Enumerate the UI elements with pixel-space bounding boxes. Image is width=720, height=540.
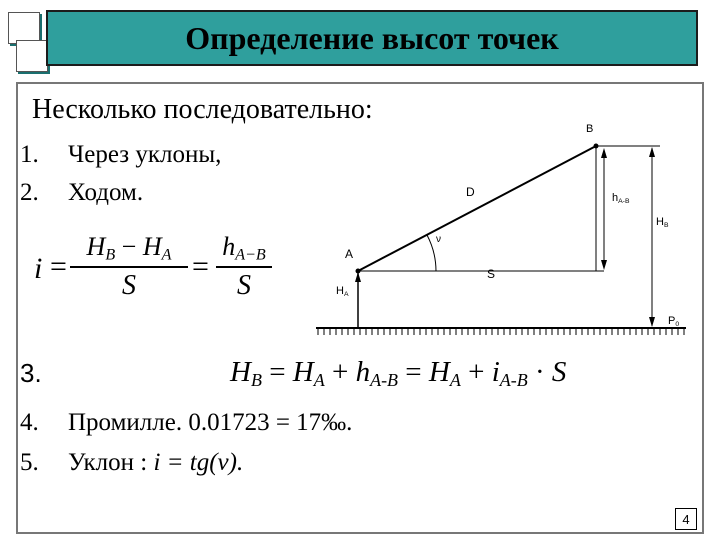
point-B bbox=[594, 144, 599, 149]
arrow-hAB-top bbox=[601, 148, 607, 158]
label-HB: $H_B$ bbox=[656, 216, 669, 229]
formula-numerator-1: $H_B - H_A$ bbox=[86, 232, 172, 264]
page-number: 4 bbox=[675, 508, 697, 530]
label-nu: ν bbox=[436, 234, 441, 245]
label-P0: $P_0$ bbox=[668, 315, 680, 328]
arrow-hAB-bottom bbox=[601, 260, 607, 270]
list-item-3-number: 3. bbox=[20, 358, 42, 388]
list-item-1-number: 1. bbox=[20, 141, 39, 168]
intro-text: Несколько последовательно: bbox=[32, 94, 373, 125]
list-item-4-number: 4. bbox=[20, 409, 39, 436]
height-formula: $H_B = H_A + h_{A-B} = H_A + i_{A-B} \cdot S$ bbox=[230, 356, 567, 391]
formula-denominator-1: S bbox=[122, 270, 136, 301]
angle-arc-nu bbox=[427, 235, 436, 271]
list-item-2-text: Ходом. bbox=[68, 179, 144, 206]
formula-numerator-2: $h_{A-B}$ bbox=[222, 232, 266, 264]
label-hAB: $h_{A-B}$ bbox=[612, 192, 630, 205]
label-HA: $H_A$ bbox=[336, 285, 349, 298]
formula-eq1: = bbox=[50, 250, 67, 283]
list-item-2-number: 2. bbox=[20, 179, 39, 206]
formula-eq2: = bbox=[192, 250, 209, 283]
label-D: D bbox=[466, 185, 475, 199]
formula-denominator-2: S bbox=[237, 270, 251, 301]
label-B: B bbox=[586, 123, 594, 135]
list-item-1-text: Через уклоны, bbox=[68, 141, 222, 168]
slope-line-AB bbox=[358, 146, 596, 271]
list-item-5-number: 5. bbox=[20, 449, 39, 476]
label-S: S bbox=[487, 267, 496, 281]
label-A: A bbox=[345, 247, 354, 261]
ground-hatching bbox=[316, 328, 686, 335]
list-item-5-text: Уклон : i = tg(ν). bbox=[68, 449, 244, 476]
point-A bbox=[356, 269, 361, 274]
arrow-HB-bottom bbox=[649, 317, 655, 327]
list-item-4-text: Промилле. 0.01723 = 17‰. bbox=[68, 409, 353, 436]
page-title: Определение высот точек bbox=[185, 19, 559, 56]
formula-lhs: i bbox=[34, 252, 43, 285]
arrow-HB-top bbox=[649, 147, 655, 157]
